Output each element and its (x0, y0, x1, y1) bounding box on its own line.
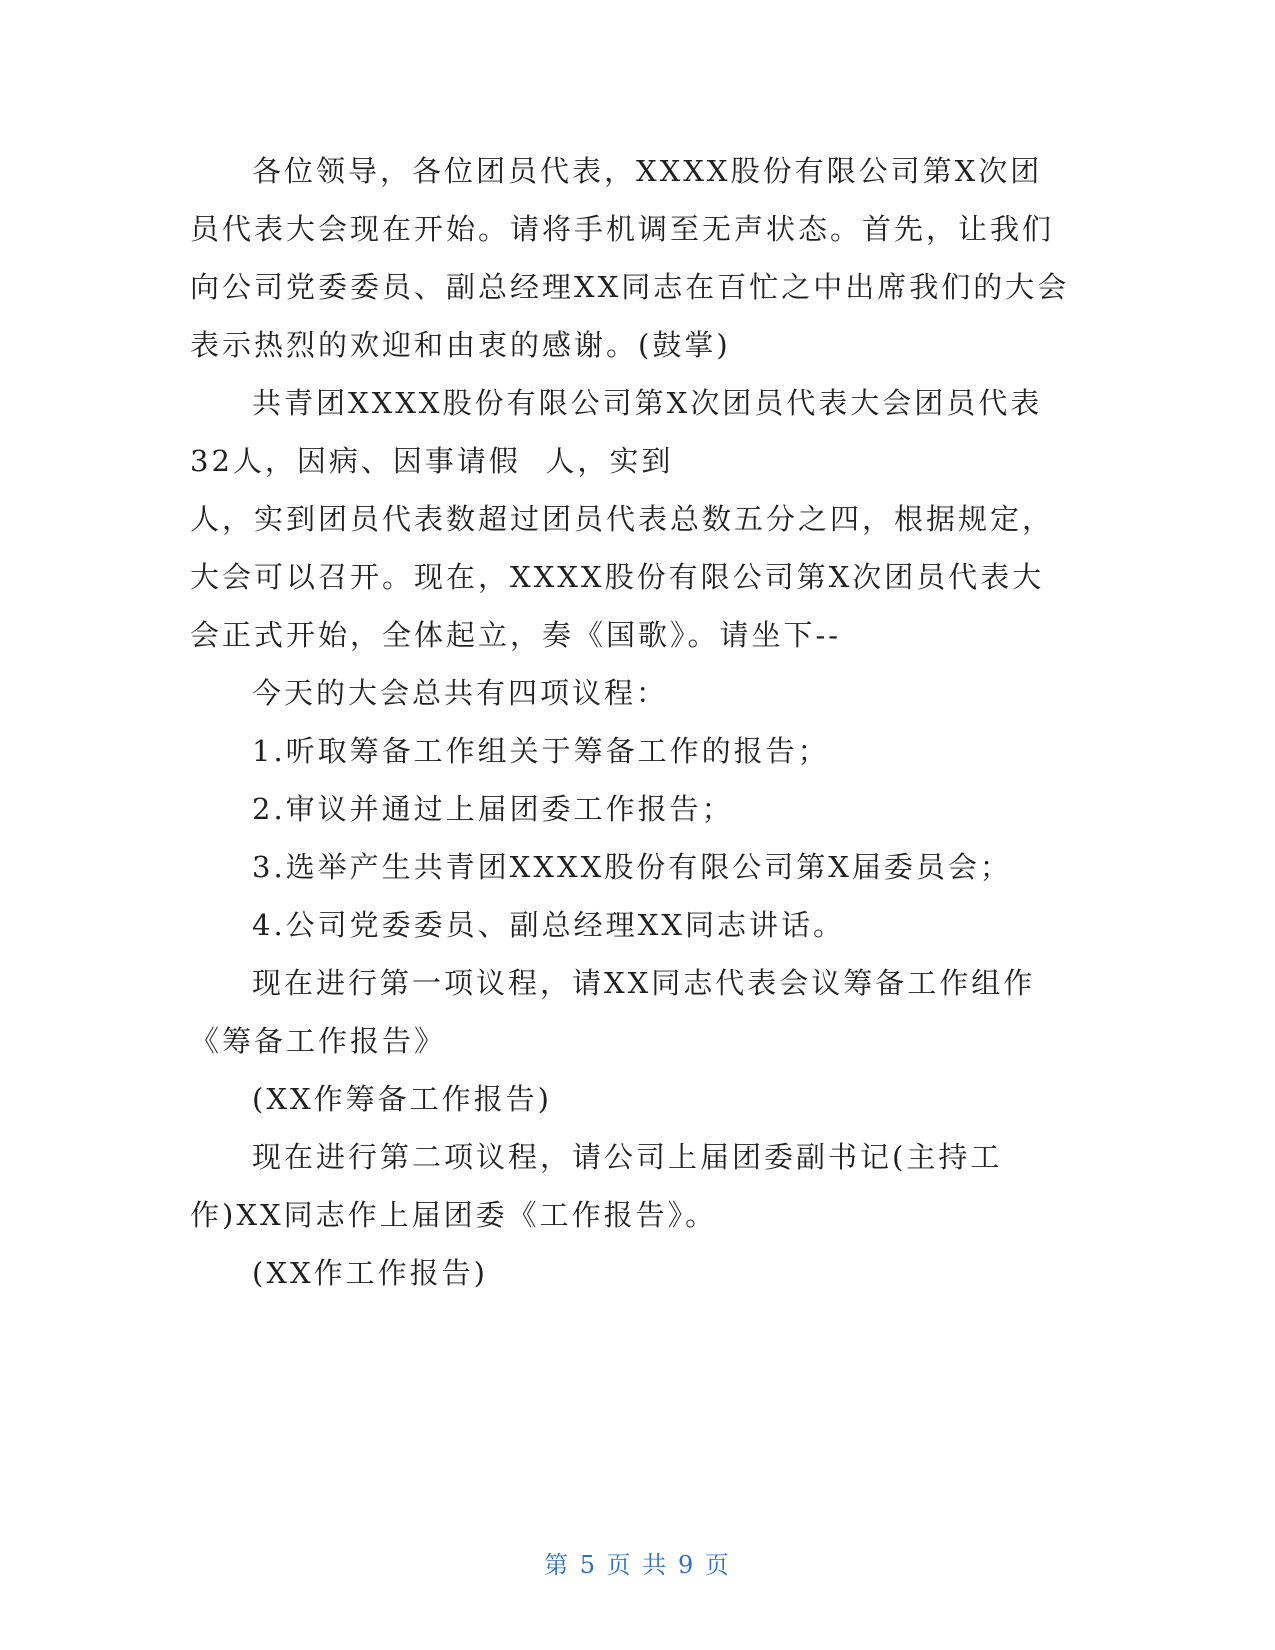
page-footer (0, 1545, 1275, 1580)
agenda-item-3: 3.选举产生共青团XXXX股份有限公司第X届委员会； (252, 850, 1012, 884)
paragraph-attendance-continued: 人，实到团员代表数超过团员代表总数五分之四，根据规定，大会可以召开。现在，XXXX股份有限公司第X次团员代表大会正式开始，全体起立，奏《国歌》。请坐下-- (190, 502, 1055, 652)
paragraph-agenda-intro: 今天的大会总共有四项议程： (252, 676, 669, 710)
paragraph-second-report-note: (XX作工作报告) (252, 1256, 488, 1290)
paragraph-second-agenda: 现在进行第二项议程，请公司上届团委副书记(主持工作)XX同志作上届团委《工作报告》。 (190, 1140, 1003, 1232)
paragraph-first-report-note: (XX作筹备工作报告) (252, 1082, 552, 1116)
agenda-item-1: 1.听取筹备工作组关于筹备工作的报告； (252, 734, 830, 768)
paragraph-opening: 各位领导，各位团员代表，XXXX股份有限公司第X次团员代表大会现在开始。请将手机调至无声状态。首先，让我们向公司党委委员、副总经理XX同志在百忙之中出席我们的大会表示热烈的欢迎和由衷的感谢。(鼓掌) (190, 154, 1070, 362)
document-body (190, 142, 1070, 1302)
agenda-item-2: 2.审议并通过上届团委工作报告； (252, 792, 734, 826)
agenda-item-4: 4.公司党委委员、副总经理XX同志讲话。 (252, 908, 845, 942)
paragraph-attendance: 共青团XXXX股份有限公司第X次团员代表大会团员代表32人，因病、因事请假 人，实到 (190, 386, 1043, 478)
page-number-label: 第 5 页 共 9 页 (544, 1551, 731, 1579)
paragraph-first-agenda: 现在进行第一项议程，请XX同志代表会议筹备工作组作《筹备工作报告》 (190, 966, 1036, 1058)
